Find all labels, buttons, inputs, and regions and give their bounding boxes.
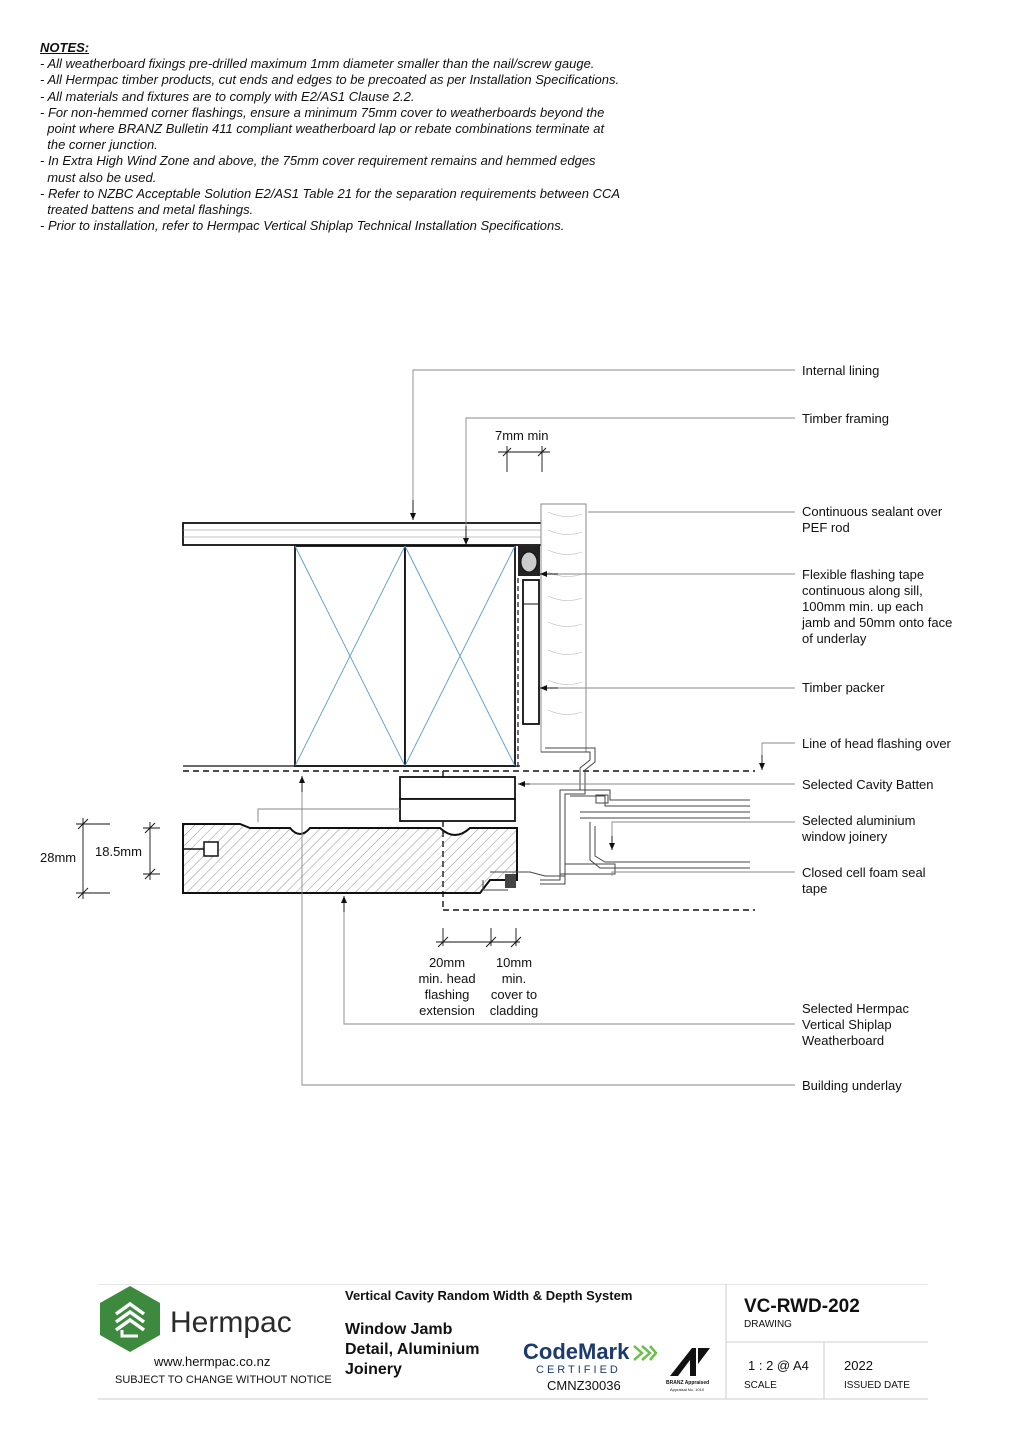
note-line: - In Extra High Wind Zone and above, the 75mm cover requirement remains and hemmed edges: [40, 153, 596, 169]
note-line: - All weatherboard fixings pre-drilled maximum 1mm diameter smaller than the nail/screw gauge.: [40, 56, 595, 72]
note-line: must also be used.: [40, 169, 157, 185]
label-building-underlay: Building underlay: [802, 1078, 902, 1093]
label-cavity-batten: Selected Cavity Batten: [802, 777, 934, 792]
label-flashing-tape-line5: of underlay: [802, 631, 867, 646]
label-window-joinery-line2: window joinery: [802, 829, 888, 844]
label-foam-seal-line2: tape: [802, 881, 828, 896]
note-line: - All materials and fixtures are to comply with E2/AS1 Clause 2.2.: [40, 88, 415, 104]
certificate-number: CMNZ30036: [547, 1378, 621, 1393]
label-head-flashing: Line of head flashing over: [802, 736, 951, 751]
window-reveal: [541, 504, 586, 752]
label-weatherboard: Selected Hermpac: [802, 1001, 909, 1016]
dim-20mm-line4: extension: [419, 1003, 475, 1018]
dim-10mm: 10mm: [495, 955, 533, 970]
branz-appraised: BRANZ Appraised: [666, 1380, 710, 1386]
pef-rod: [518, 546, 540, 576]
internal-lining: [183, 523, 555, 545]
label-flashing-tape: Flexible flashing tape: [802, 567, 925, 582]
note-line: - For non-hemmed corner flashings, ensure a minimum 75mm cover to weatherboards beyond the: [40, 104, 605, 120]
branz-appraisal-number: Appraisal No. 1010: [670, 1387, 705, 1392]
label-flashing-tape-line4: jamb and 50mm onto face: [802, 615, 953, 630]
label-sealant: Continuous sealant over: [802, 504, 943, 519]
note-line: - Prior to installation, refer to Hermpac Vertical Shiplap Technical Installation Specifications.: [40, 218, 565, 234]
aluminium-window-joinery: [483, 748, 750, 890]
label-timber-framing: Timber framing: [802, 411, 889, 426]
timber-packer: [523, 580, 539, 724]
label-weatherboard-line3: Weatherboard: [802, 1033, 885, 1048]
label-flashing-tape-line2: continuous along sill,: [802, 583, 923, 598]
dim-20mm-line2: min. head: [418, 971, 476, 986]
note-line: treated battens and metal flashings.: [40, 202, 254, 218]
drawing-label: DRAWING: [744, 1319, 792, 1330]
label-timber-packer: Timber packer: [802, 680, 885, 695]
system-name: Vertical Cavity Random Width & Depth System: [345, 1288, 633, 1303]
label-foam-seal: Closed cell foam seal: [802, 865, 926, 880]
label-weatherboard-line2: Vertical Shiplap: [802, 1017, 892, 1032]
issued-date-label: ISSUED DATE: [844, 1380, 910, 1391]
codemark-chevron-icon: [632, 1344, 658, 1362]
dim-18-5mm: 18.5mm: [95, 844, 142, 859]
dim-10mm-line3: cover to: [490, 987, 538, 1002]
codemark-certified: CERTIFIED: [536, 1364, 621, 1376]
codemark-logo: CodeMark: [523, 1339, 630, 1364]
dim-20mm-line3: flashing: [424, 987, 470, 1002]
scale-label: SCALE: [744, 1380, 777, 1391]
scale-value: 1 : 2 @ A4: [748, 1358, 809, 1373]
drawing-title-line3: Joinery: [345, 1361, 402, 1378]
drawing-title: Window Jamb: [345, 1321, 453, 1338]
note-line: - Refer to NZBC Acceptable Solution E2/AS1 Table 21 for the separation requirements between CCA: [40, 185, 621, 201]
drawing-title-line2: Detail, Aluminium: [345, 1341, 480, 1358]
branz-logo-icon: [668, 1344, 712, 1378]
title-block: [98, 1284, 928, 1400]
batten-fixing-line: [258, 809, 400, 822]
hermpac-logo-icon: [98, 1286, 162, 1352]
disclaimer: SUBJECT TO CHANGE WITHOUT NOTICE: [115, 1374, 332, 1386]
note-line: - All Hermpac timber products, cut ends and edges to be precoated as per Installation Specifications.: [40, 72, 620, 88]
hermpac-weatherboard: [183, 824, 517, 893]
label-internal-lining: Internal lining: [802, 363, 880, 378]
foam-seal-tape: [505, 874, 516, 888]
website-link[interactable]: www.hermpac.co.nz: [154, 1354, 271, 1369]
dim-10mm-line4: cladding: [489, 1003, 539, 1018]
label-window-joinery: Selected aluminium: [802, 813, 916, 828]
timber-framing: [295, 546, 515, 766]
label-flashing-tape-line3: 100mm min. up each: [802, 599, 924, 614]
label-sealant-line2: PEF rod: [802, 520, 850, 535]
issued-year: 2022: [844, 1358, 873, 1373]
cavity-batten: [400, 777, 515, 821]
drawing-number: VC-RWD-202: [744, 1296, 860, 1317]
note-line: point where BRANZ Bulletin 411 compliant weatherboard lap or rebate combinations terminate at: [40, 121, 605, 137]
dim-20mm: 20mm: [428, 955, 466, 970]
dim-28mm: 28mm: [40, 850, 77, 865]
notes-heading: NOTES:: [40, 40, 90, 55]
brand-name: Hermpac: [170, 1306, 292, 1339]
dim-10mm-line2: min.: [501, 971, 527, 986]
dim-7mm: 7mm min: [495, 428, 549, 443]
note-line: the corner junction.: [40, 137, 158, 153]
